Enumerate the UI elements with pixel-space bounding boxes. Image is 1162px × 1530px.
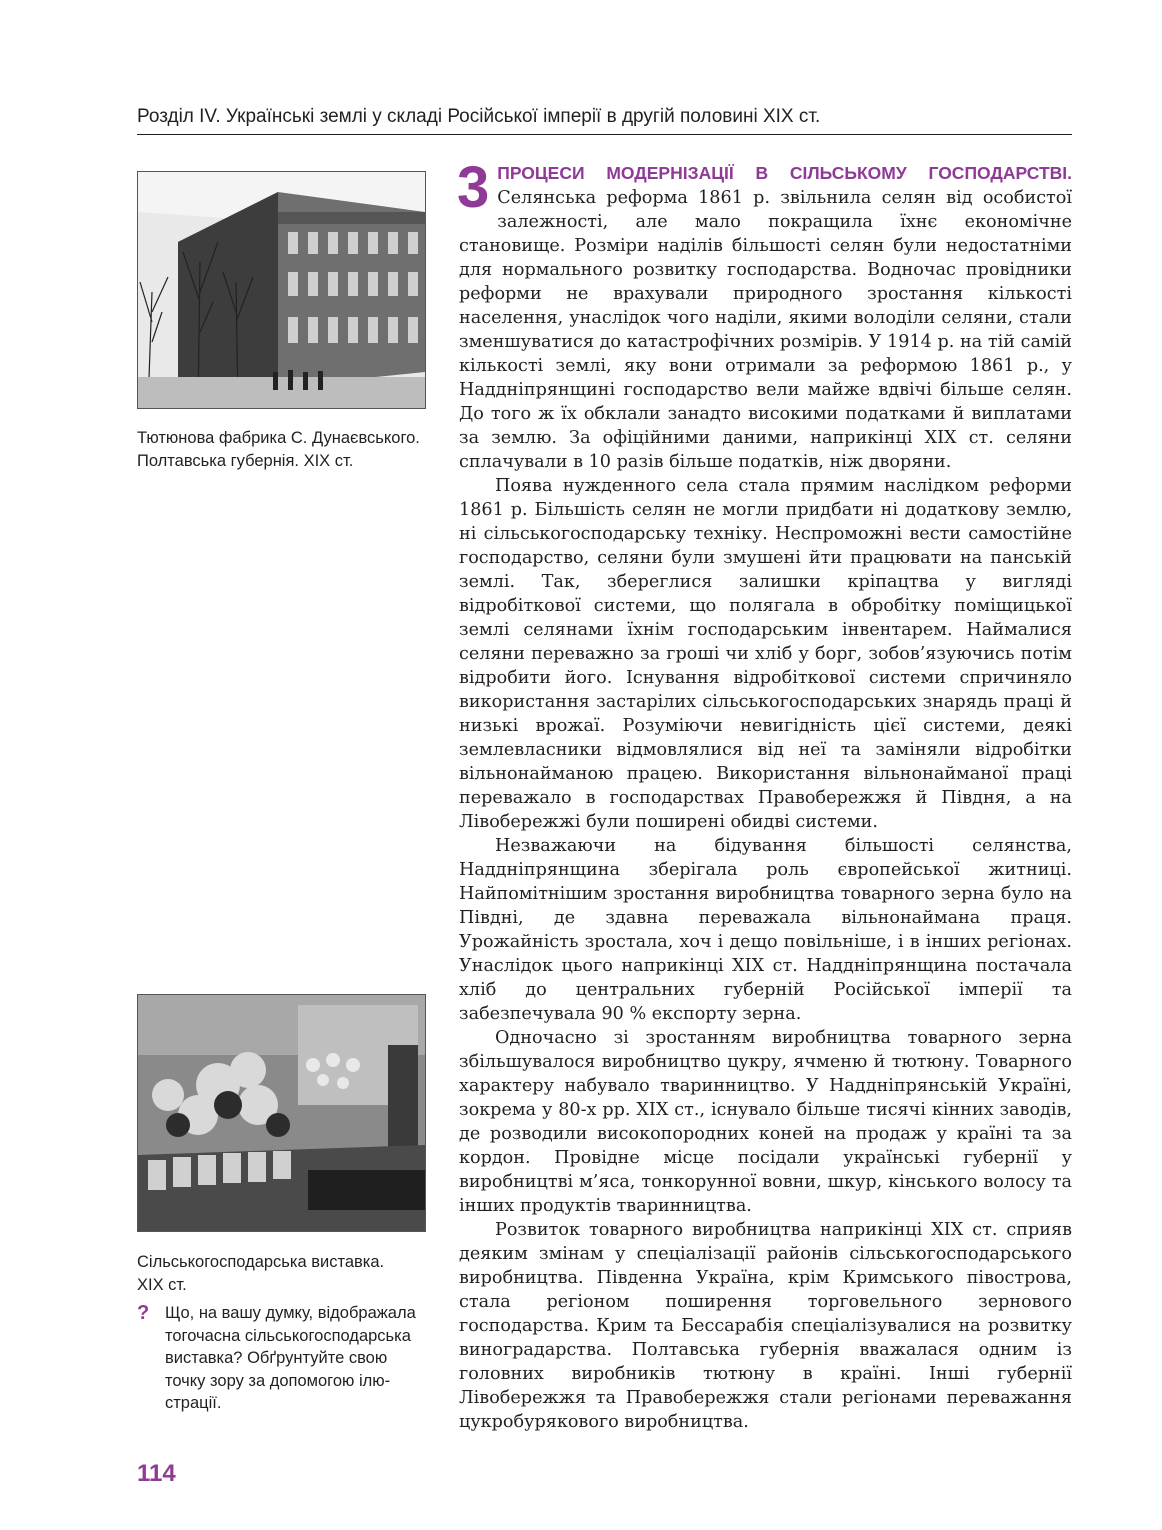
factory-photo bbox=[137, 171, 426, 409]
factory-photo-caption bbox=[137, 427, 437, 473]
section-number: 3 bbox=[457, 155, 490, 220]
exhibition-photo-caption bbox=[137, 1251, 437, 1297]
exhibition-photo bbox=[137, 994, 426, 1232]
caption-line: Сільськогосподарська виставка. bbox=[137, 1253, 385, 1271]
page-header: Розділ IV. Українські землі у складі Російської імперії в другій половині XIX ст. bbox=[137, 106, 1072, 135]
factory-photo-image bbox=[138, 172, 425, 408]
exhibition-photo-image bbox=[138, 995, 425, 1231]
question-line: Що, на вашу думку, відображала bbox=[165, 1304, 416, 1322]
caption-line: Тютюнова фабрика С. Дунаєвського. bbox=[137, 429, 420, 447]
question-line: тогочасна сільськогосподарська bbox=[165, 1326, 411, 1345]
paragraph: Розвиток товарного виробництва наприкінці XIX ст. сприяв деяким змінам у спеціалізації районів сільськогосподарського виробництва. Південна Україна, крім Кримського півострова, стала регіоном поширення торговельного зернового господарства. Крим та Бессарабія спеціалізувалися на розвитку виноградарства. Полтавська губернія вважалася одним із головних виробників тютюну в країні. Інші губернії Лівобережжя та Правобережжя стали регіонами переважання цукробурякового виробництва. bbox=[459, 1220, 1072, 1432]
question-line: страції. bbox=[165, 1394, 222, 1412]
question-line: виставка? Обґрунтуйте свою bbox=[165, 1349, 388, 1367]
page-number: 114 bbox=[137, 1460, 176, 1487]
question-line: точку зору за допомогою ілю- bbox=[165, 1371, 391, 1390]
section-title: ПРОЦЕСИ МОДЕРНІЗАЦІЇ В СІЛЬСЬКОМУ ГОСПОДАРСТВІ. bbox=[497, 163, 1072, 183]
paragraph bbox=[457, 155, 1072, 474]
paragraph: Одночасно зі зростанням виробництва товарного зерна збільшувалося виробництво цукру, ячменю й тютюну. Товарного характеру набувало тваринництво. У Наддніпрянській Україні, зокрема у 80-х рр. XIX ст., існувало більше тисячі кінних заводів, де розводили високопородних коней на продаж у країні та за кордон. Провідне місце посідали українські губернії у виробництві м’яса, тонкорунної вовни, шкур, кінського волосу та інших продуктів тваринництва. bbox=[459, 1028, 1072, 1216]
main-text bbox=[457, 155, 1072, 1434]
caption-line: XIX ст. bbox=[137, 1276, 187, 1294]
paragraph: Незважаючи на бідування більшості селянства, Наддніпрянщина зберігала роль європейської житниці. Найпомітнішим зростання виробництва товарного зерна було на Півдні, де здавна переважала вільнонаймана праця. Урожайність зростала, хоч і дещо повільніше, і в інших регіонах. Унаслідок цього наприкінці XIX ст. Наддніпрянщина постачала хліб до центральних губерній Російської імперії та забезпечувала 90 % експорту зерна. bbox=[459, 836, 1072, 1024]
question-mark-icon: ? bbox=[137, 1302, 150, 1324]
paragraph: Поява нужденного села стала прямим наслідком реформи 1861 р. Більшість селян не могли придбати ні додаткову землю, ні сільськогосподарську техніку. Неспроможні вести самостійне господарство, селяни були змушені йти працювати на панській землі. Так, збереглися залишки кріпацтва у вигляді відробіткової системи, що полягала в обробітку поміщицької землі селянами їхнім господарським інвентарем. Наймалися селяни переважно за гроші чи хліб у борг, зобов’язуючись потім відробити його. Існування відробіткової системи спричиняло використання застарілих сільськогосподарських знарядь праці й низькі врожаї. Розуміючи невигідність цієї системи, деякі землевласники відмовлялися від неї та заміняли відробітки вільнонайманою працею. Використання вільнонайманої праці переважало в господарствах Правобережжя й Півдня, а на Лівобережжі були поширені обидві системи. bbox=[459, 476, 1072, 832]
paragraph-text: Селянська реформа 1861 р. звільнила селян від особистої залежності, але мало покращила їхнє економічне становище. Розміри наділів більшості селян були недостатніми для нормального розвитку господарства. Водночас провідники реформи не врахували природного зростання кількості населення, унаслідок чого наділи, якими володіли селяни, стали зменшуватися до катастрофічних розмірів. У 1914 р. на тій самій кількості землі, яку вони отримали за реформою 1861 р., у Наддніпрянщині господарство вели майже вдвічі більше селян. До того ж їх обклали занадто високими податками й виплатами за землю. За офіційними даними, наприкінці XIX ст. селяни сплачували в 10 разів більше податків, ніж дворяни. bbox=[459, 188, 1072, 472]
question-text bbox=[165, 1302, 435, 1415]
caption-line: Полтавська губернія. XIX ст. bbox=[137, 452, 354, 470]
